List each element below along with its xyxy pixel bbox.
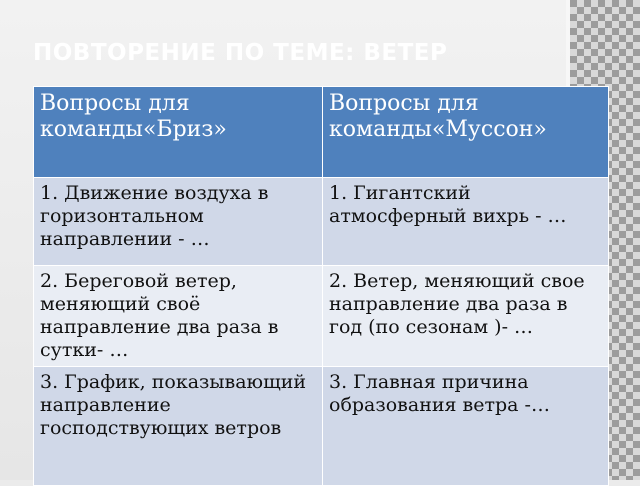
question-text: 2. Ветер, меняющий свое направление два раза в год (по сезонам )- … [329,270,585,338]
header-team-briz-text: Вопросы для команды«Бриз» [40,91,227,142]
question-briz-2 [34,266,323,367]
header-team-musson-text: Вопросы для команды«Муссон» [329,91,547,142]
question-briz-1 [34,178,323,266]
table-header-row [34,87,609,178]
question-text: 3. Главная причина образования ветра -… [329,371,550,416]
question-text: 1. Движение воздуха в горизонтальном направлении - … [40,182,269,250]
table-row [34,367,609,486]
question-text: 3. График, показывающий направление господствующих ветров [40,371,307,439]
question-text: 1. Гигантский атмосферный вихрь - … [329,182,567,227]
question-musson-2 [323,266,609,367]
questions-table [33,86,609,486]
header-team-musson [323,87,609,178]
question-text: 2. Береговой ветер, меняющий своё направление два раза в сутки- … [40,270,279,361]
header-team-briz [34,87,323,178]
slide-title: ПОВТОРЕНИЕ ПО ТЕМЕ: ВЕТЕР [33,40,448,66]
question-musson-3 [323,367,609,486]
question-musson-1 [323,178,609,266]
table-row [34,266,609,367]
question-briz-3 [34,367,323,486]
table-row [34,178,609,266]
